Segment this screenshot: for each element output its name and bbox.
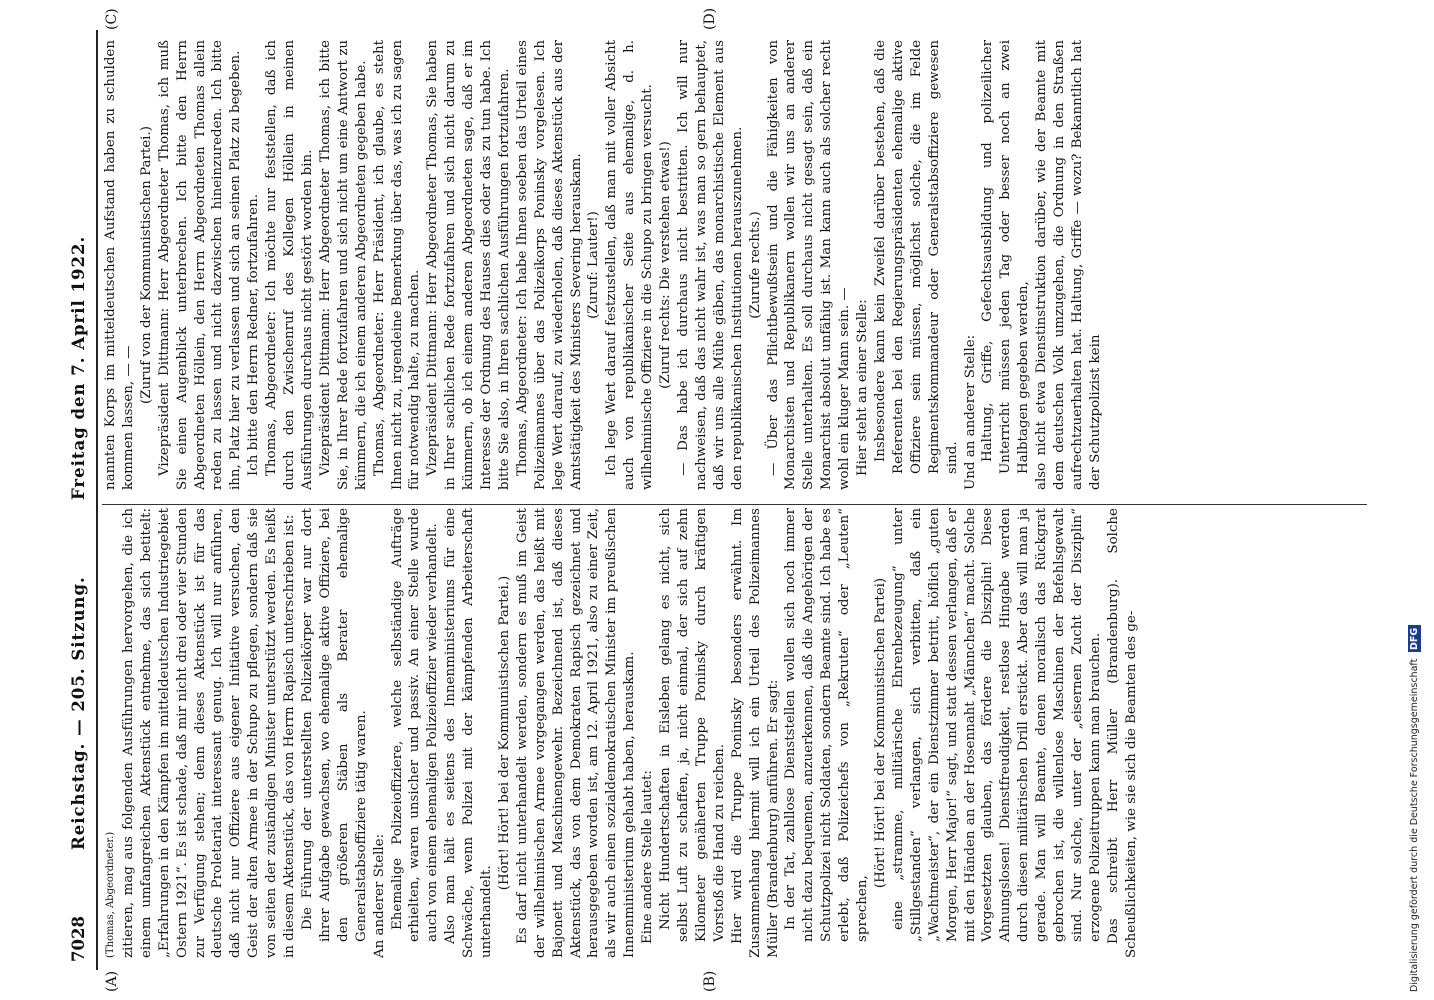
- column-divider: [102, 504, 1367, 505]
- paragraph: Vizepräsident Dittmann: Herr Abgeordneter Thomas, Sie haben in Ihrer sachlichen Rede fortzufahren und sich nicht darum zu kümmern, ob ich einem anderen Abgeordneten sage, daß er im Interesse der Ordnung des Hauses dies oder das zu tun habe. Ich bitte Sie also, in Ihren sachlichen Ausführungen fortzufahren.: [425, 40, 512, 490]
- interjection: (Hört! Hört! bei der Kommunistischen Partei): [872, 577, 888, 889]
- quote: In der Tat, zahllose Dienststellen wollen sich noch immer nicht dazu bequemen, anzuerkennen, daß die Angehörigen der Schutzpolizei nicht Soldaten, sondern Beamte sind. Ich habe es erlebt, daß Polizeichefs von „Rekruten“ oder „Leuten“ sprechen,: [783, 508, 871, 942]
- paragraph: zitieren, mag aus folgenden Ausführungen hervorgehen, die ich einem umfangreichen Aktenstück entnehme, das sich betitelt: „Erfahrungen in den Kämpfen im mitteldeutschen Industriegebiet Ostern 1921“. Es ist schade, daß mir nicht drei oder vier Stunden zur Verfügung stehen; denn dieses Aktenstück ist für das deutsche Proletariat interessant genug. Ich will nur anführen, daß nicht nur Offiziere aus eigener Initiative versuchen, den Geist der alten Armee in der Schupo zu pflegen, sondern daß sie von seiten der zuständigen Minister unterstützt werden. Es heißt in diesem Aktenstück, das von Herrn Rapisch unterschrieben ist:: [120, 508, 298, 958]
- margin-mark-a: (A): [104, 970, 120, 992]
- quote: Insbesondere kann kein Zweifel darüber bestehen, daß die Referenten bei den Regierungspräsidenten ehemalige aktive Offiziere sein müssen, möglichst solche, die im Felde Regimentskommandeur oder Generalstabsoffiziere gewesen sind.: [872, 40, 960, 474]
- paragraph: Das schreibt Herr Müller (Brandenburg). Solche Scheußlichkeiten, wie sie sich die Beamten des ge-: [1105, 508, 1139, 958]
- paragraph: An anderer Stelle:: [371, 833, 387, 958]
- dfg-logo: DFG: [1409, 627, 1420, 650]
- paragraph: also nicht etwa Dienstinstruktion darüber, wie der Beamte mit dem deutschen Volk umzugehen, die Ordnung in den Straßen aufrechtzuerhalten hat. Haltung, Griffe — wozu? Bekanntlich hat der Schutzpolizist kein: [1034, 40, 1103, 490]
- margin-mark-d: (D): [702, 7, 718, 30]
- session-title: Reichstag. — 205. Sitzung.: [69, 576, 88, 850]
- interjection: (Zuruf rechts: Die verstehen etwas!): [658, 141, 674, 389]
- quote: Haltung, Griffe, Gefechtsausbildung und polizeilicher Unterricht müssen jeden Tag oder besser noch an zwei Halbtagen gegeben werden,: [980, 40, 1032, 474]
- left-column: [102, 508, 1367, 958]
- margin-mark-c: (C): [104, 8, 120, 30]
- quote: eine „stramme, militärische Ehrenbezeugung“ unter „Stillgestanden“ verlangen, sich verbitten, daß ein „Wachtmeister“, der ein Dienstzimmer betritt, höflich „guten Morgen, Herr Major!“ sagt, und statt dessen verlangen, daß er mit den Händen an der Hosennaht „Männchen“ macht. Solche Vorgesetzten glauben, das fördere die Disziplin! Diese Ahnungslosen! Dienstfreudigkeit, restlose Hingabe werden durch diesen militärischen Drill erstickt. Aber das will man ja gerade. Man will Beamte, denen moralisch das Rückgrat gebrochen ist, die willenlose Maschinen der Befehlsgewalt sind. Nur solche, unter der „eisernen Zucht der Disziplin“ erzogene Polizeitruppen kann man brauchen.: [890, 508, 1103, 942]
- page-number: 7028: [69, 916, 88, 962]
- paragraph: Vizepräsident Dittmann: Herr Abgeordneter Thomas, ich muß Sie einen Augenblick unterbrechen. Ich bitte den Herrn Abgeordneten Höllein, den Herrn Abgeordneten Thomas allein reden zu lassen und nicht dazwischen hineinzureden. Ich bitte ihn, Platz hier zu verlassen und sich an seinen Platz zu begeben.: [156, 40, 244, 490]
- digitization-note: Digitalisierung gefördert durch die Deutsche Forschungsgemeinschaft: [1409, 658, 1420, 992]
- paragraph: Ich bitte den Herrn Redner, fortzufahren.: [246, 194, 262, 476]
- paragraph: nannten Korps im mitteldeutschen Aufstand haben zu schulden kommen lassen, — —: [103, 40, 136, 490]
- interjection: (Zuruf: Lauter!): [586, 211, 602, 319]
- digitization-stamp: [1408, 0, 1432, 1000]
- paragraph: Thomas, Abgeordneter: Ich habe Ihnen soeben das Urteil eines Polizeimannes über das Polizeikorps Poninsky vorgelesen. Ich lege Wert darauf, zu wiederholen, daß dieses Aktenstück aus der Amtstätigkeit des Ministers Severing herauskam.: [514, 40, 584, 490]
- margin-mark-b: (B): [702, 970, 718, 992]
- paragraph: — Das habe ich durchaus nicht bestritten. Ich will nur nachweisen, daß das nicht wahr ist, was man so gern behauptet, daß wir uns alle Mühe gäben, das monarchistische Element aus den republikanischen Institutionen herauszunehmen.: [676, 40, 745, 490]
- quote: Nicht Hundertschaften in Eisleben gelang es nicht, sich selbst Luft zu schaffen, ja, nicht einmal, der sich auf zehn Kilometer genäherten Truppe Poninsky durch kräftigen Vorstoß die Hand zu reichen.: [658, 508, 727, 942]
- paragraph: Vizepräsident Dittmann: Herr Abgeordneter Thomas, ich bitte Sie, in Ihrer Rede fortzufahren und sich nicht um eine Antwort zu kümmern, die ich einem anderen Abgeordneten gegeben habe.: [317, 40, 369, 490]
- paragraph: Eine andere Stelle lautet:: [640, 770, 656, 944]
- paragraph: Und an anderer Stelle:: [962, 334, 978, 490]
- paragraph: Es darf nicht unterhandelt werden, sondern es muß im Geist der wilhelminischen Armee vorgegangen werden, das heißt mit Bajonett und Maschinengewehr. Bezeichnend ist, daß dieses Aktenstück, das von dem Demokraten Rapisch gezeichnet und herausgegeben worden ist, am 12. April 1921, also zu einer Zeit, als wir auch einen sozialdemokratischen Minister im preußischen Innenministerium gehabt haben, herauskam.: [514, 508, 638, 958]
- paragraph: Ich lege Wert darauf festzustellen, daß man mit voller Absicht auch von republikanischer Seite aus ehemalige, d. h. wilhelminische Offiziere in die Schupo zu bringen versucht.: [604, 40, 656, 490]
- speaker-head: (Thomas, Abgeordneter.): [105, 831, 116, 958]
- page-header: [62, 30, 98, 970]
- session-date: Freitag den 7. April 1922.: [69, 235, 88, 500]
- paragraph: Thomas, Abgeordneter: Ich möchte nur feststellen, daß ich durch den Zwischenruf des Kollegen Höllein in meinen Ausführungen durchaus nicht gestört worden bin.: [264, 40, 315, 490]
- paragraph: Thomas, Abgeordneter: Herr Präsident, ich glaube, es steht Ihnen nicht zu, irgendeine Bemerkung über das, was ich zu sagen für notwendig halte, zu machen.: [371, 40, 423, 490]
- interjection: (Zuruf von der Kommunistischen Partei.): [138, 126, 154, 404]
- interjection: (Hört! Hört! bei der Kommunistischen Partei.): [496, 575, 512, 891]
- right-column: [102, 40, 1367, 490]
- paragraph: Also man hält es seitens des Innenministeriums für eine Schwäche, wenn Polizei mit der kämpfenden Arbeiterschaft unterhandelt.: [443, 508, 495, 958]
- interjection: (Zurufe rechts.): [747, 211, 763, 319]
- paragraph: Hier wird die Truppe Poninsky besonders erwähnt. Im Zusammenhang hiermit will ich ein Urteil des Polizeimannes Müller (Brandenburg) anführen. Er sagt:: [729, 508, 781, 958]
- quote: Ehemalige Polizeioffiziere, welche selbständige Aufträge erhielten, waren unsicher und passiv. An einer Stelle wurde auch von einem ehemaligen Polizeioffizier wieder verhandelt.: [389, 508, 441, 942]
- paragraph: Hier steht an einer Stelle:: [855, 299, 871, 476]
- quote: Die Führung der unterstellten Polizeikörper war nur dort ihrer Aufgabe gewachsen, wo ehemalige aktive Offiziere, bei den größeren Stäben als Berater ehemalige Generalstabsoffiziere tätig waren.: [299, 508, 369, 942]
- document-page: [62, 7, 1372, 992]
- paragraph: — Über das Pflichtbewußtsein und die Fähigkeiten von Monarchisten und Republikanern wollen wir uns an anderer Stelle unterhalten. Es soll durchaus nicht gesagt sein, daß ein Monarchist absolut unfähig ist. Man kann auch als solcher recht wohl ein kluger Mann sein. —: [765, 40, 853, 490]
